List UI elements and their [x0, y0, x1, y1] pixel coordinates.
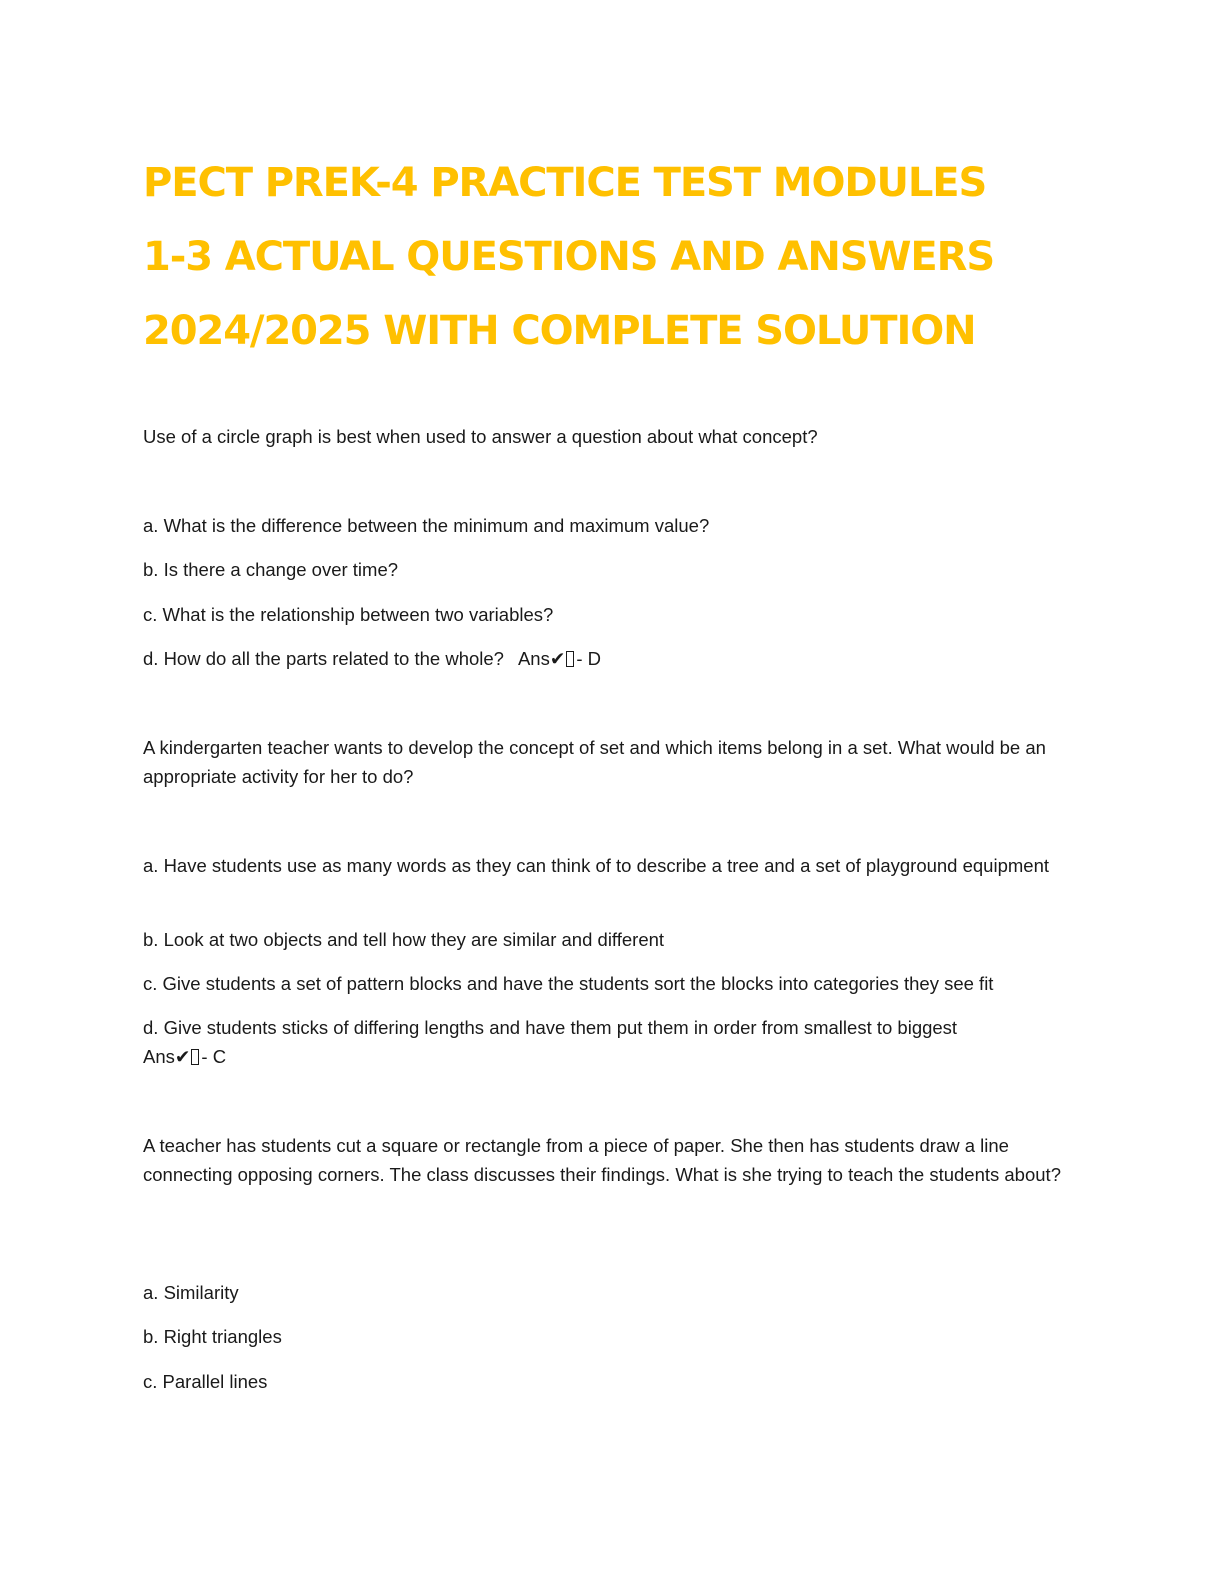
title-line-3: 2024/2025 WITH COMPLETE SOLUTION — [143, 308, 976, 354]
question-2-answer-prefix: Ans✔ — [143, 1046, 191, 1067]
question-3-option-c: c. Parallel lines — [143, 1371, 268, 1392]
question-1-text: Use of a circle graph is best when used to answer a question about what concept? — [143, 426, 818, 447]
question-2-option-d-block — [143, 1013, 1083, 1071]
question-2-answer-value: - C — [201, 1046, 227, 1067]
title-line-2: 1-3 ACTUAL QUESTIONS AND ANSWERS — [143, 234, 995, 280]
document-title — [143, 146, 1103, 368]
question-1-option-c: c. What is the relationship between two variables? — [143, 604, 554, 625]
question-1-answer-value: - D — [576, 648, 602, 669]
question-1-answer — [518, 648, 601, 669]
question-3-option-a: a. Similarity — [143, 1282, 239, 1303]
question-3-option-b: b. Right triangles — [143, 1326, 282, 1347]
question-2-text: A kindergarten teacher wants to develop the concept of set and which items belong in a set. What would be an appropriate activity for her to do? — [143, 737, 1046, 787]
question-2-option-b: b. Look at two objects and tell how they are similar and different — [143, 929, 665, 950]
question-2-option-c: c. Give students a set of pattern blocks and have the students sort the blocks into categories they see fit — [143, 973, 994, 994]
question-1-option-d: d. How do all the parts related to the whole? — [143, 648, 504, 669]
question-3-text: A teacher has students cut a square or rectangle from a piece of paper. She then has students draw a line connecting opposing corners. The class discusses their findings. What is she trying to teach the students about? — [143, 1135, 1061, 1185]
missing-glyph-icon — [566, 651, 574, 667]
title-line-1: PECT PREK-4 PRACTICE TEST MODULES — [143, 160, 987, 206]
question-1-answer-prefix: Ans✔ — [517, 648, 566, 669]
question-2-answer — [143, 1046, 226, 1067]
question-2-option-d: d. Give students sticks of differing lengths and have them put them in order from smallest to biggest — [143, 1017, 958, 1038]
question-1-option-b: b. Is there a change over time? — [143, 559, 399, 580]
missing-glyph-icon — [191, 1049, 199, 1065]
question-1-option-a: a. What is the difference between the minimum and maximum value? — [143, 515, 710, 536]
question-1-option-d-row — [143, 644, 601, 673]
question-2-option-a: a. Have students use as many words as they can think of to describe a tree and a set of playground equipment — [143, 855, 1050, 876]
